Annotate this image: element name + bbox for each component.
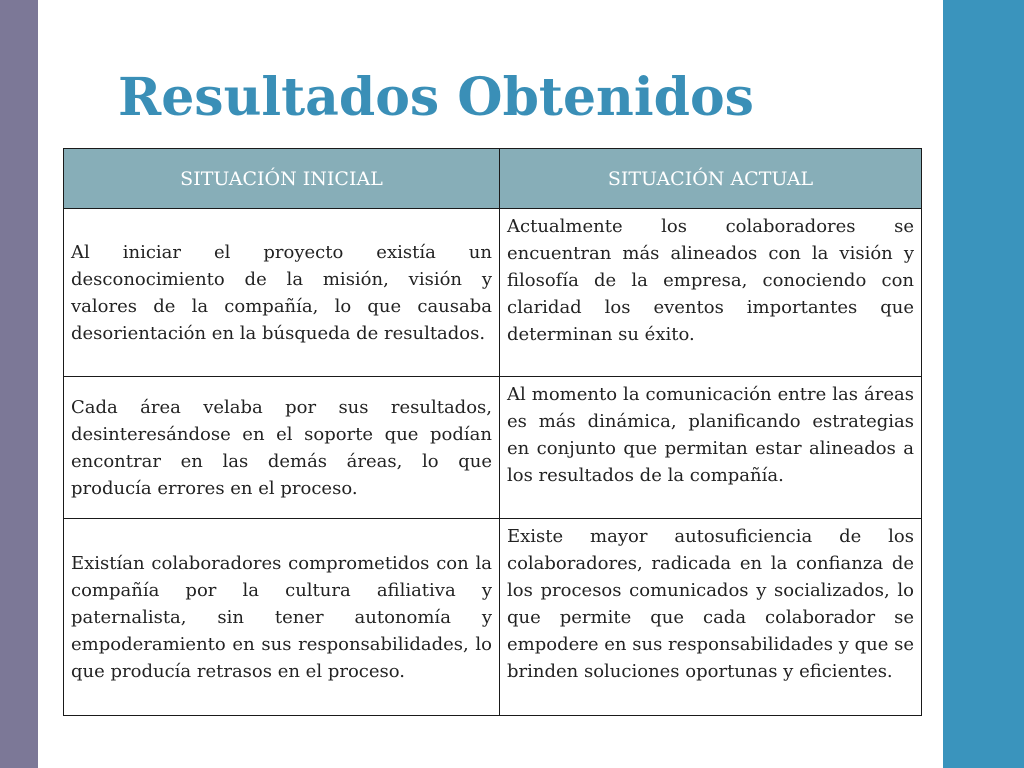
results-table xyxy=(63,148,922,716)
current-situation-cell: Existe mayor autosuficiencia de los colaboradores, radicada en la confianza de los procesos comunicados y socializados, lo que permite que cada colaborador se empodere en sus responsabilidades y que se brinden soluciones oportunas y eficientes. xyxy=(500,519,922,716)
left-accent-bar xyxy=(0,0,38,768)
header-situacion-inicial: SITUACIÓN INICIAL xyxy=(64,149,500,209)
right-accent-bar xyxy=(943,0,1024,768)
current-situation-cell: Actualmente los colaboradores se encuentran más alineados con la visión y filosofía de la empresa, conociendo con claridad los eventos importantes que determinan su éxito. xyxy=(500,209,922,377)
table-row xyxy=(64,377,922,519)
slide-title: Resultados Obtenidos xyxy=(118,67,754,128)
table-row xyxy=(64,519,922,716)
table-header-row xyxy=(64,149,922,209)
initial-situation-cell: Existían colaboradores comprometidos con la compañía por la cultura afiliativa y paternalista, sin tener autonomía y empoderamiento en sus responsabilidades, lo que producía retrasos en el proceso. xyxy=(64,519,500,716)
initial-situation-cell: Al iniciar el proyecto existía un desconocimiento de la misión, visión y valores de la compañía, lo que causaba desorientación en la búsqueda de resultados. xyxy=(64,209,500,377)
current-situation-cell: Al momento la comunicación entre las áreas es más dinámica, planificando estrategias en conjunto que permitan estar alineados a los resultados de la compañía. xyxy=(500,377,922,519)
initial-situation-cell: Cada área velaba por sus resultados, desinteresándose en el soporte que podían encontrar en las demás áreas, lo que producía errores en el proceso. xyxy=(64,377,500,519)
header-situacion-actual: SITUACIÓN ACTUAL xyxy=(500,149,922,209)
table-row xyxy=(64,209,922,377)
